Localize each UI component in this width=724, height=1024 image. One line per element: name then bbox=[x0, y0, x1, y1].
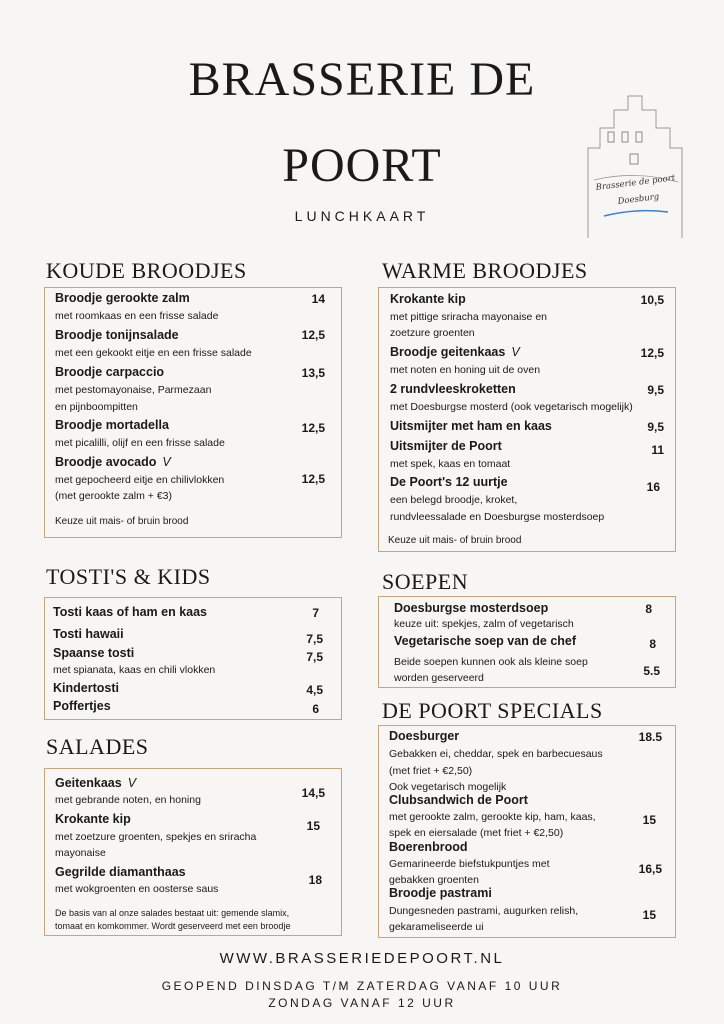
menu-item-price: 10,5 bbox=[640, 293, 664, 307]
salad-base-note: tomaat en komkommer. Wordt geserveerd met een broodje bbox=[55, 921, 291, 931]
menu-item-price: 12,5 bbox=[640, 346, 664, 360]
menu-item-name: Krokante kip bbox=[390, 292, 466, 306]
menu-item-desc: met pittige sriracha mayonaise en bbox=[390, 311, 547, 323]
opening-hours-line-2: ZONDAG VANAF 12 UUR bbox=[268, 996, 456, 1010]
vegetarian-marker: V bbox=[127, 776, 137, 790]
menu-item-desc: met spianata, kaas en chili vlokken bbox=[53, 664, 216, 676]
menu-item-price: 7,5 bbox=[306, 650, 323, 664]
opening-hours-line-1: GEOPEND DINSDAG T/M ZATERDAG VANAF 10 UUR bbox=[161, 979, 563, 993]
menu-item-name: Uitsmijter de Poort bbox=[390, 439, 502, 453]
bread-choice-note: Keuze uit mais- of bruin brood bbox=[55, 516, 189, 527]
menu-item-desc: met een gekookt eitje en een frisse salade bbox=[55, 347, 252, 359]
menu-item-desc: met zoetzure groenten, spekjes en sriracha bbox=[55, 831, 257, 843]
menu-item-desc: zoetzure groenten bbox=[390, 327, 475, 339]
menu-item-desc: Ook vegetarisch mogelijk bbox=[389, 781, 507, 793]
menu-item-price: 4,5 bbox=[306, 683, 323, 697]
menu-item-price: 14 bbox=[311, 292, 325, 306]
menu-item-name: Spaanse tosti bbox=[53, 646, 135, 660]
menu-item-desc: spek en eiersalade (met friet + €2,50) bbox=[389, 827, 564, 839]
menu-item-price: 16 bbox=[646, 480, 660, 494]
menu-item-desc: met gerookte zalm, gerookte kip, ham, kaas, bbox=[389, 811, 596, 823]
small-soup-price: 5.5 bbox=[643, 664, 660, 678]
menu-item-desc: Dungesneden pastrami, augurken relish, bbox=[389, 905, 579, 917]
menu-item-desc: met picalilli, olijf en een frisse salade bbox=[55, 437, 225, 449]
menu-item-desc: rundvleessalade en Doesburgse mosterdsoep bbox=[390, 511, 605, 523]
menu-item-name: Boerenbrood bbox=[389, 840, 468, 854]
menu-item-name: Krokante kip bbox=[55, 812, 131, 826]
menu-item-name: Broodje pastrami bbox=[389, 886, 492, 900]
website-url: WWW.BRASSERIEDEPOORT.NL bbox=[219, 950, 505, 967]
menu-item-price: 7,5 bbox=[306, 632, 323, 646]
menu-item-price: 7 bbox=[312, 606, 319, 620]
menu-item-desc: mayonaise bbox=[55, 847, 106, 859]
section-heading-specials: DE POORT SPECIALS bbox=[382, 698, 603, 723]
section-heading-koude-broodjes: KOUDE BROODJES bbox=[46, 258, 247, 283]
menu-item-desc: gebakken groenten bbox=[389, 874, 479, 886]
menu-item-price: 12,5 bbox=[301, 421, 325, 435]
small-soup-note: Beide soepen kunnen ook als kleine soep bbox=[394, 656, 588, 668]
menu-item-price: 8 bbox=[645, 602, 652, 616]
menu-item-price: 9,5 bbox=[647, 383, 664, 397]
menu-item-name-text: Geitenkaas bbox=[55, 776, 122, 790]
menu-item-name: Doesburgse mosterdsoep bbox=[394, 601, 549, 615]
menu-item-name: Kindertosti bbox=[53, 681, 119, 695]
menu-item-name: 2 rundvleeskroketten bbox=[390, 382, 516, 396]
menu-item-name bbox=[390, 345, 520, 359]
menu-item-name: Poffertjes bbox=[53, 699, 111, 713]
menu-item-price: 16,5 bbox=[638, 862, 662, 876]
menu-item-desc: met noten en honing uit de oven bbox=[390, 364, 541, 376]
menu-item-price: 15 bbox=[306, 819, 320, 833]
vegetarian-marker: V bbox=[511, 345, 520, 359]
brasserie-building-logo bbox=[578, 88, 696, 246]
menu-item-price: 15 bbox=[642, 813, 656, 827]
menu-item-name-text: Broodje avocado bbox=[55, 455, 157, 469]
menu-item-name: Broodje gerookte zalm bbox=[55, 291, 190, 305]
menu-item-price: 15 bbox=[642, 908, 656, 922]
menu-item-name: Broodje carpaccio bbox=[55, 365, 165, 379]
menu-item-name: Broodje tonijnsalade bbox=[55, 328, 179, 342]
menu-item-price: 11 bbox=[651, 443, 664, 457]
menu-item-name: Gegrilde diamanthaas bbox=[55, 865, 186, 879]
vegetarian-marker: V bbox=[162, 455, 171, 469]
bread-choice-note: Keuze uit mais- of bruin brood bbox=[388, 535, 522, 546]
logo-text-name: Brasserie de poort bbox=[595, 173, 676, 193]
menu-item-desc: Gebakken ei, cheddar, spek en barbecuesaus bbox=[389, 748, 603, 760]
page-title-line-1: BRASSERIE DE bbox=[188, 53, 536, 106]
menu-item-price: 6 bbox=[312, 702, 319, 716]
page-subtitle: LUNCHKAART bbox=[294, 208, 430, 224]
section-heading-soepen: SOEPEN bbox=[382, 569, 469, 594]
menu-item-name: Tosti hawaii bbox=[53, 627, 124, 641]
menu-item-price: 12,5 bbox=[301, 328, 325, 342]
section-heading-tostis-kids: TOSTI'S & KIDS bbox=[46, 564, 211, 589]
menu-item-desc: keuze uit: spekjes, zalm of vegetarisch bbox=[394, 618, 574, 630]
menu-item-price: 18.5 bbox=[638, 730, 662, 744]
menu-item-desc: met roomkaas en een frisse salade bbox=[55, 310, 219, 322]
menu-item-name: Tosti kaas of ham en kaas bbox=[53, 605, 207, 619]
menu-item-desc: met Doesburgse mosterd (ook vegetarisch mogelijk) bbox=[390, 401, 633, 413]
menu-item-name: Clubsandwich de Poort bbox=[389, 793, 528, 807]
section-heading-warme-broodjes: WARME BROODJES bbox=[382, 258, 588, 283]
menu-item-desc: met wokgroenten en oosterse saus bbox=[55, 883, 219, 895]
menu-item-desc: gekarameliseerde ui bbox=[389, 921, 484, 933]
menu-item-name: Broodje mortadella bbox=[55, 418, 169, 432]
section-heading-salades: SALADES bbox=[46, 734, 149, 759]
menu-item-name-text: Broodje geitenkaas bbox=[390, 345, 506, 359]
menu-item-desc: Gemarineerde biefstukpuntjes met bbox=[389, 858, 550, 870]
salad-base-note: De basis van al onze salades bestaat uit: gemende slamix, bbox=[55, 908, 290, 918]
page-title-line-2: POORT bbox=[282, 139, 442, 192]
menu-item-price: 14,5 bbox=[301, 786, 325, 800]
menu-item-desc: (met friet + €2,50) bbox=[389, 765, 473, 777]
menu-item-desc: (met gerookte zalm + €3) bbox=[55, 490, 173, 502]
menu-item-desc: met pestomayonaise, Parmezaan bbox=[55, 384, 212, 396]
menu-item-desc: een belegd broodje, kroket, bbox=[390, 494, 518, 506]
menu-item-name: De Poort's 12 uurtje bbox=[390, 475, 508, 489]
small-soup-note: worden geserveerd bbox=[394, 672, 484, 684]
menu-item-desc: met gepocheerd eitje en chilivlokken bbox=[55, 474, 225, 486]
menu-item-name bbox=[55, 776, 136, 790]
logo-text-town: Doesburg bbox=[617, 191, 660, 207]
menu-item-price: 13,5 bbox=[301, 366, 325, 380]
menu-item-price: 8 bbox=[649, 637, 656, 651]
menu-item-desc: en pijnboompitten bbox=[55, 401, 138, 413]
menu-item-desc: met gebrande noten, en honing bbox=[55, 794, 201, 806]
menu-item-price: 12,5 bbox=[301, 472, 325, 486]
menu-item-price: 18 bbox=[308, 873, 322, 887]
menu-item-price: 9,5 bbox=[647, 420, 664, 434]
menu-item-name bbox=[55, 455, 171, 469]
menu-item-name: Doesburger bbox=[389, 729, 460, 743]
menu-item-name: Uitsmijter met ham en kaas bbox=[390, 419, 552, 433]
menu-item-desc: met spek, kaas en tomaat bbox=[390, 458, 511, 470]
menu-item-name: Vegetarische soep van de chef bbox=[394, 634, 577, 648]
